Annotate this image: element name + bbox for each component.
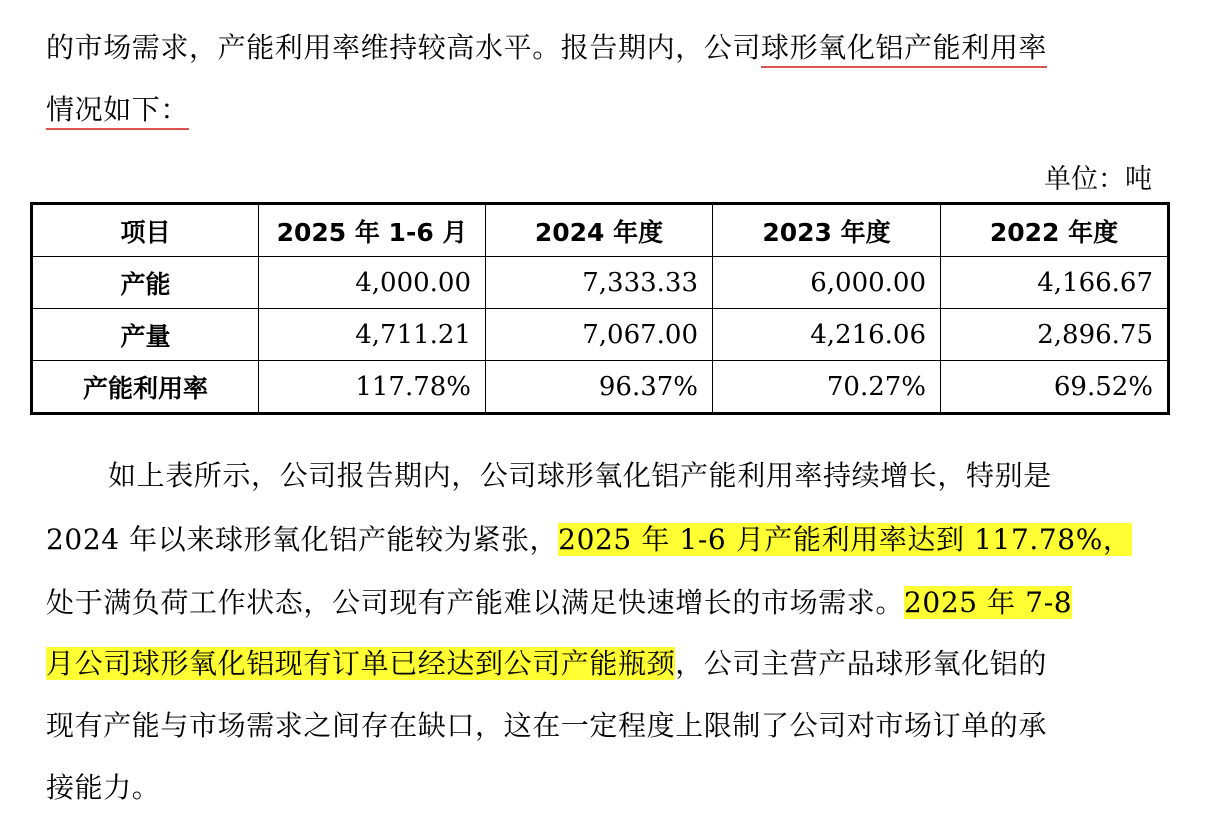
table-cell: 70.27% [713,361,941,414]
underlined-text: 情况如下： [46,93,189,130]
para-line-6 [46,768,160,808]
table-cell: 117.78% [259,361,486,414]
capacity-table [30,202,1170,415]
para-line-4 [46,644,1047,684]
para-text: 处于满负荷工作状态，公司现有产能难以满足快速增长的市场需求。 [46,586,905,619]
table-cell: 96.37% [486,361,713,414]
header-cell: 项目 [32,204,259,257]
para-text: 2024 年以来球形氧化铝产能较为紧张， [46,523,559,556]
table-cell: 6,000.00 [713,257,941,309]
table-row [32,361,1169,414]
intro-line-1 [46,28,1047,68]
para-line-1 [108,456,1052,496]
para-text: 现有产能与市场需求之间存在缺口，这在一定程度上限制了公司对市场订单的承 [46,709,1048,742]
row-label: 产能 [32,257,259,309]
table-cell: 69.52% [941,361,1169,414]
highlighted-text: 2025 年 1-6 月产能利用率达到 117.78%， [558,523,1132,556]
para-text: 接能力。 [46,771,161,804]
highlighted-text: 2025 年 7-8 [904,586,1073,619]
table-row [32,309,1169,361]
para-text: ，公司主营产品球形氧化铝的 [675,647,1048,680]
header-cell: 2025 年 1-6 月 [259,204,486,257]
intro-text: 的市场需求，产能利用率维持较高水平。报告期内，公司 [46,31,762,64]
table-cell: 4,166.67 [941,257,1169,309]
para-line-3 [46,583,1072,623]
header-cell: 2023 年度 [713,204,941,257]
unit-label: 单位：吨 [1044,164,1152,195]
para-line-2 [46,520,1132,560]
highlighted-text: 月公司球形氧化铝现有订单已经达到公司产能瓶颈 [46,647,676,680]
para-line-5 [46,706,1047,746]
intro-line-2 [46,90,189,130]
table-header-row [32,204,1169,257]
table-cell: 4,216.06 [713,309,941,361]
header-cell: 2024 年度 [486,204,713,257]
row-label: 产能利用率 [32,361,259,414]
table-row [32,257,1169,309]
table-cell: 7,067.00 [486,309,713,361]
para-text: 如上表所示，公司报告期内，公司球形氧化铝产能利用率持续增长，特别是 [108,459,1052,492]
table-cell: 4,000.00 [259,257,486,309]
table-cell: 4,711.21 [259,309,486,361]
header-cell: 2022 年度 [941,204,1169,257]
underlined-text: 球形氧化铝产能利用率 [761,31,1047,68]
table-cell: 7,333.33 [486,257,713,309]
table-cell: 2,896.75 [941,309,1169,361]
row-label: 产量 [32,309,259,361]
